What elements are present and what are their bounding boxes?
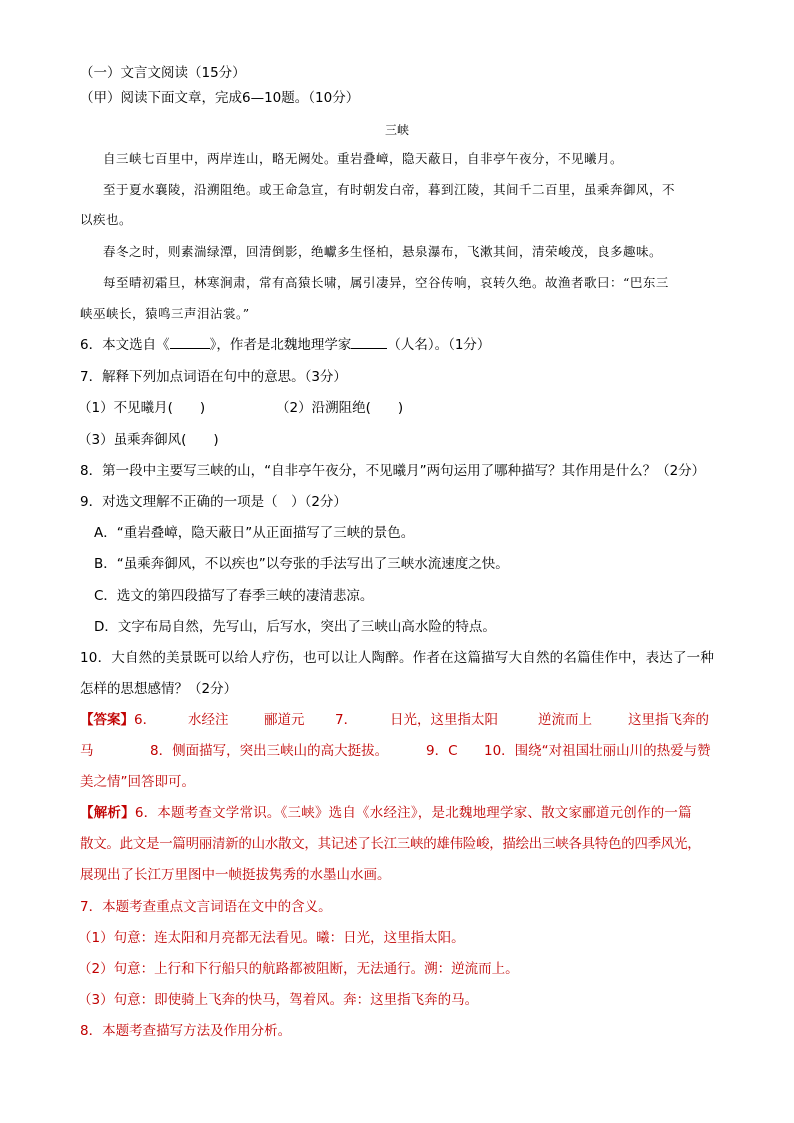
analysis-line-8: 8．本题考查描写方法及作用分析。 <box>80 1023 292 1039</box>
question-6-part-a: 6．本文选自《 <box>80 337 170 353</box>
analysis-line-1 <box>80 804 692 822</box>
analysis-line-3: 展现出了长江万里图中一帧挺拔隽秀的水墨山水画。 <box>80 867 391 883</box>
question-8: 8．第一段中主要写三峡的山，“自非亭午夜分，不见曦月”两句运用了哪种描写？其作用是什么？（2分） <box>80 463 706 479</box>
passage-paragraph-4: 每至晴初霜旦，林寒涧肃，常有高猿长啸，属引凄异，空谷传响，哀转久绝。故渔者歌曰：“巴东三 <box>103 275 669 290</box>
analysis-line-6: （2）句意：上行和下行船只的航路都被阻断，无法通行。溯：逆流而上。 <box>78 961 519 977</box>
answer-item: 水经注 <box>188 712 229 728</box>
passage-paragraph-2: 至于夏水襄陵，沿溯阻绝。或王命急宣，有时朝发白帝，暮到江陵，其间千二百里，虽乘奔御风，不 <box>103 182 676 197</box>
analysis-tag: 【解析】 <box>80 805 135 821</box>
passage-paragraph-2-cont: 以疾也。 <box>80 212 133 227</box>
passage-paragraph-3: 春冬之时，则素湍绿潭，回清倒影，绝巘多生怪柏，悬泉瀑布，飞漱其间，清荣峻茂，良多趣味。 <box>103 244 663 259</box>
answer-item: 美之情”回答即可。 <box>80 774 195 790</box>
passage-paragraph-1: 自三峡七百里中，两岸连山，略无阙处。重岩叠嶂，隐天蔽日，自非亭午夜分，不见曦月。 <box>103 151 624 166</box>
answer-item: 7． <box>335 712 358 728</box>
question-9-option-c: C．选文的第四段描写了春季三峡的凄清悲凉。 <box>94 588 374 604</box>
answer-blank[interactable] <box>170 336 210 349</box>
question-9-option-a: A．“重岩叠嶂，隐天蔽日”从正面描写了三峡的景色。 <box>94 525 415 541</box>
answer-item: 马 <box>80 743 94 759</box>
question-6 <box>80 336 490 354</box>
part-heading: （甲）阅读下面文章，完成6—10题。（10分） <box>80 90 360 106</box>
question-7-item-1: （1）不见曦月( ) <box>78 400 206 416</box>
question-9-option-b: B．“虽乘奔御风，不以疾也”以夸张的手法写出了三峡水流速度之快。 <box>94 556 509 572</box>
question-6-part-b: 》，作者是北魏地理学家 <box>209 337 352 353</box>
question-9-option-d: D．文字布局自然，先写山，后写水，突出了三峡山高水险的特点。 <box>94 619 496 635</box>
analysis-text: 6．本题考查文学常识。《三峡》选自《水经注》，是北魏地理学家、散文家郦道元创作的一篇 <box>134 805 692 821</box>
question-7-item-3: （3）虽乘奔御风( ) <box>78 432 219 448</box>
answer-blank[interactable] <box>351 336 387 349</box>
analysis-line-4: 7．本题考查重点文言词语在文中的含义。 <box>80 899 332 915</box>
answer-item: 日光，这里指太阳 <box>390 712 498 728</box>
answer-item: 9．C <box>426 743 458 759</box>
answer-item: 逆流而上 <box>538 712 592 728</box>
question-7-stem: 7．解释下列加点词语在句中的意思。（3分） <box>80 369 347 385</box>
question-7-item-2: （2）沿溯阻绝( ) <box>276 400 404 416</box>
answer-item: 郦道元 <box>264 712 305 728</box>
answer-item: 6． <box>134 712 157 728</box>
question-6-part-c: （人名）。（1分） <box>387 337 491 353</box>
answer-item: 这里指飞奔的 <box>628 712 709 728</box>
answer-block-line-1 <box>80 711 156 729</box>
analysis-line-2: 散文。此文是一篇明丽清新的山水散文，其记述了长江三峡的雄伟险峻，描绘出三峡各具特色的四季风光， <box>80 836 701 852</box>
question-9-stem: 9．对选文理解不正确的一项是（ ）（2分） <box>80 494 347 510</box>
passage-title: 三峡 <box>384 123 409 137</box>
answer-item: 10．围绕“对祖国壮丽山川的热爱与赞 <box>484 743 711 759</box>
answer-tag: 【答案】 <box>80 712 134 728</box>
section-heading: （一）文言文阅读（15分） <box>80 65 246 81</box>
question-10-line-1: 10．大自然的美景既可以给人疗伤，也可以让人陶醉。作者在这篇描写大自然的名篇佳作中，表达了一种 <box>80 650 715 666</box>
passage-paragraph-4-cont: 峡巫峡长，猿鸣三声泪沾裳。” <box>80 306 250 321</box>
question-10-line-2: 怎样的思想感情？（2分） <box>80 681 238 697</box>
analysis-line-5: （1）句意：连太阳和月亮都无法看见。曦：日光，这里指太阳。 <box>78 930 465 946</box>
analysis-line-7: （3）句意：即使骑上飞奔的快马，驾着风。奔：这里指飞奔的马。 <box>78 992 479 1008</box>
answer-item: 8．侧面描写，突出三峡山的高大挺拔。 <box>150 743 389 759</box>
